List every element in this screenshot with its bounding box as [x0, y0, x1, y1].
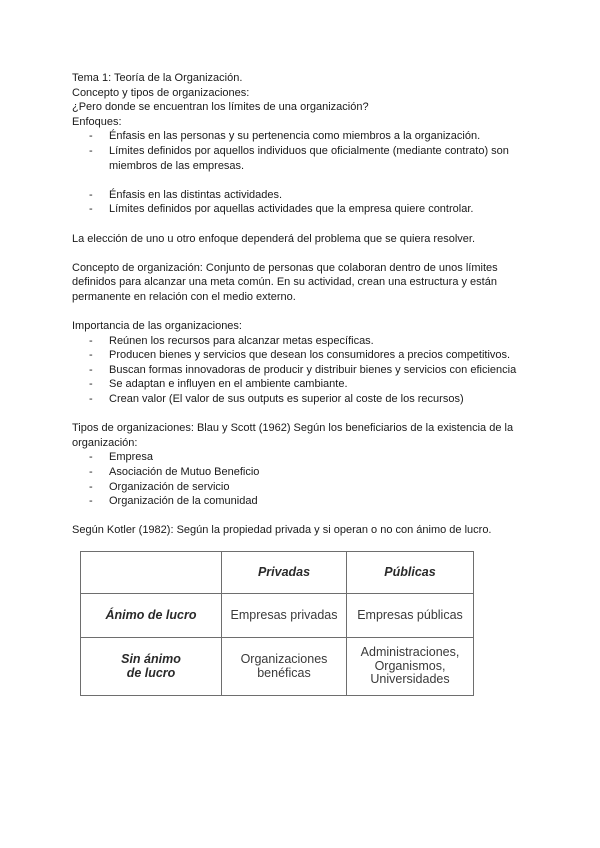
- list-item: - Organización de la comunidad: [89, 494, 542, 509]
- list-item: - Límites definidos por aquellas actividades que la empresa quiere controlar.: [89, 202, 542, 217]
- list-item: - Se adaptan e influyen en el ambiente cambiante.: [89, 377, 542, 392]
- column-header-privadas: Privadas: [222, 552, 347, 594]
- list-item: - Énfasis en las distintas actividades.: [89, 188, 542, 203]
- importancia-list: [72, 334, 542, 407]
- row-header-line: Sin ánimo: [121, 652, 181, 666]
- list-item: - Producen bienes y servicios que desean los consumidores a precios competitivos.: [89, 348, 542, 363]
- tipos-heading: Tipos de organizaciones: Blau y Scott (1962) Según los beneficiarios de la existencia de la organización:: [72, 422, 514, 449]
- table-corner-cell: [81, 552, 222, 594]
- cell-line: benéficas: [257, 665, 311, 680]
- list-item: - Buscan formas innovadoras de producir y distribuir bienes y servicios con eficiencia: [89, 363, 542, 378]
- list-item: - Organización de servicio: [89, 480, 542, 495]
- cell-line: Organizaciones: [240, 652, 328, 666]
- document-body: [72, 71, 542, 538]
- table-row: [81, 594, 474, 638]
- section-subtitle: Concepto y tipos de organizaciones:: [72, 86, 250, 99]
- tipos-list: [72, 450, 542, 508]
- table-cell: Empresas privadas: [222, 594, 347, 638]
- table-row: [81, 638, 474, 696]
- list-item: - Crean valor (El valor de sus outputs es superior al coste de los recursos): [89, 392, 542, 407]
- list-item: - Límites definidos por aquellos individuos que oficialmente (mediante contrato) son miembros de las empresas.: [89, 144, 542, 173]
- row-header-animo-lucro: Ánimo de lucro: [81, 594, 222, 638]
- table-row: [81, 552, 474, 594]
- column-header-publicas: Públicas: [347, 552, 474, 594]
- importancia-heading: Importancia de las organizaciones:: [72, 320, 242, 333]
- question-text: ¿Pero donde se encuentran los límites de una organización?: [72, 101, 369, 114]
- page-title: Tema 1: Teoría de la Organización.: [72, 72, 243, 84]
- cell-line: Universidades: [370, 672, 450, 687]
- table-cell: Empresas públicas: [347, 594, 474, 638]
- row-header-line: de lucro: [126, 665, 176, 680]
- kotler-paragraph: Según Kotler (1982): Según la propiedad privada y si operan o no con ánimo de lucro.: [72, 524, 492, 537]
- table-cell: [222, 638, 347, 696]
- enfoques-list-b: [72, 188, 542, 217]
- table-cell: [347, 638, 474, 696]
- enfoques-list-a: [72, 129, 542, 173]
- list-item: - Asociación de Mutuo Beneficio: [89, 465, 542, 480]
- concepto-paragraph: Concepto de organización: Conjunto de personas que colaboran dentro de unos límites definidos para alcanzar una meta común. En su actividad, crean una estructura y están permanente en relación con el medio externo.: [72, 261, 498, 303]
- kotler-table: [80, 551, 474, 696]
- row-header-sin-animo-lucro: [81, 638, 222, 696]
- list-item: - Énfasis en las personas y su pertenencia como miembros a la organización.: [89, 129, 542, 144]
- list-item: - Empresa: [89, 450, 542, 465]
- enfoques-heading: Enfoques:: [72, 115, 122, 128]
- cell-line: Administraciones,: [360, 645, 460, 660]
- eleccion-paragraph: La elección de uno u otro enfoque dependerá del problema que se quiera resolver.: [72, 232, 476, 245]
- cell-line: Organismos,: [374, 658, 446, 673]
- list-item: - Reúnen los recursos para alcanzar metas específicas.: [89, 334, 542, 349]
